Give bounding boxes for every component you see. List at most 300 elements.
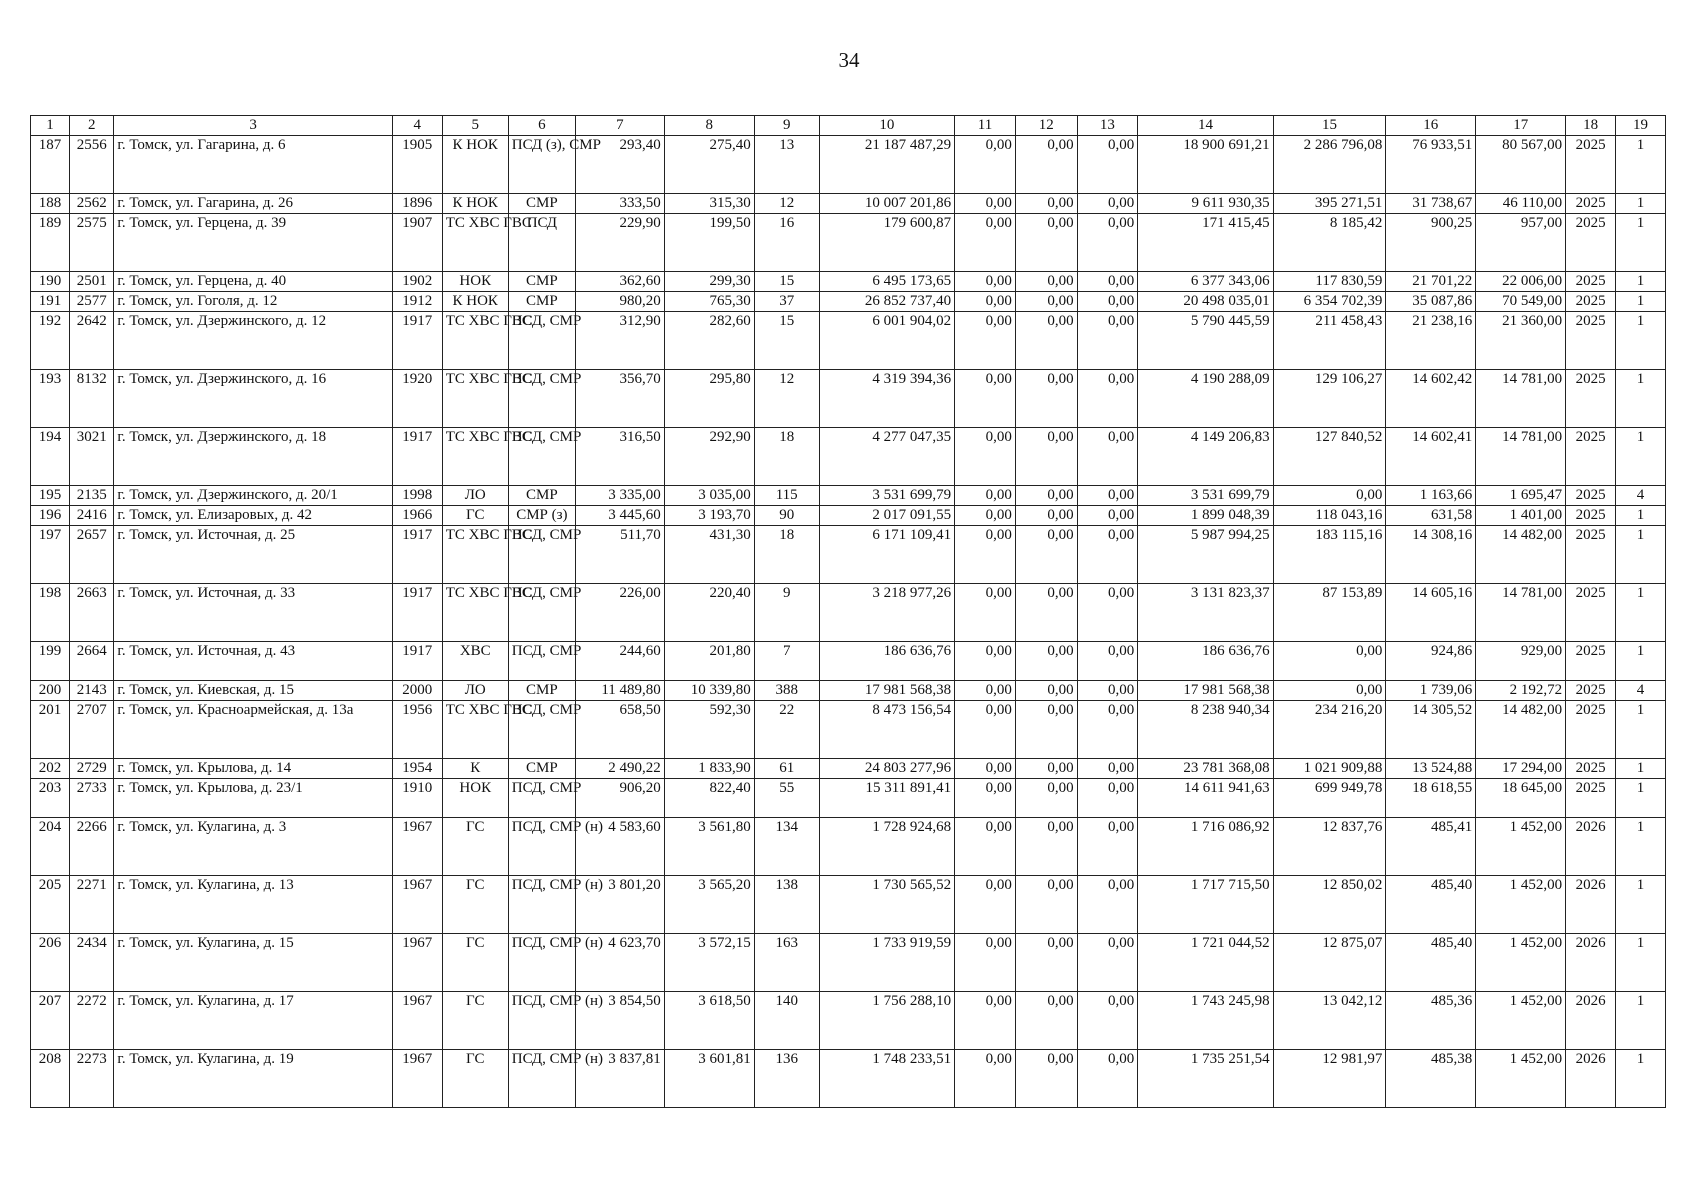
cell-col-12: 0,00 <box>1015 506 1077 526</box>
cell-col-16: 924,86 <box>1386 642 1476 681</box>
cell-col-6: СМР <box>508 681 575 701</box>
cell-col-5: К НОК <box>442 136 508 194</box>
cell-col-7: 906,20 <box>575 779 664 818</box>
cell-col-6: СМР <box>508 292 575 312</box>
cell-col-13: 0,00 <box>1077 486 1138 506</box>
cell-col-2: 2273 <box>70 1050 114 1108</box>
cell-col-7: 229,90 <box>575 214 664 272</box>
cell-col-12: 0,00 <box>1015 934 1077 992</box>
cell-col-6: СМР <box>508 194 575 214</box>
cell-col-1: 206 <box>31 934 70 992</box>
cell-col-14: 23 781 368,08 <box>1138 759 1273 779</box>
cell-col-15: 118 043,16 <box>1273 506 1386 526</box>
cell-col-17: 1 452,00 <box>1476 1050 1566 1108</box>
cell-col-18: 2025 <box>1566 312 1616 370</box>
table-row <box>31 992 1666 1050</box>
cell-col-4: 1920 <box>392 370 442 428</box>
table-row <box>31 876 1666 934</box>
cell-col-2: 2642 <box>70 312 114 370</box>
cell-col-4: 1917 <box>392 584 442 642</box>
page-number: 34 <box>838 48 860 72</box>
cell-col-1: 193 <box>31 370 70 428</box>
cell-col-19: 1 <box>1616 992 1666 1050</box>
cell-col-8: 592,30 <box>664 701 754 759</box>
cell-col-16: 14 308,16 <box>1386 526 1476 584</box>
cell-col-18: 2025 <box>1566 681 1616 701</box>
cell-col-7: 658,50 <box>575 701 664 759</box>
cell-col-10: 1 730 565,52 <box>819 876 954 934</box>
cell-col-18: 2026 <box>1566 1050 1616 1108</box>
cell-col-6: СМР <box>508 272 575 292</box>
cell-col-1: 188 <box>31 194 70 214</box>
cell-col-13: 0,00 <box>1077 759 1138 779</box>
cell-col-17: 17 294,00 <box>1476 759 1566 779</box>
column-header-8: 8 <box>664 116 754 136</box>
cell-col-2: 2272 <box>70 992 114 1050</box>
cell-col-15: 87 153,89 <box>1273 584 1386 642</box>
cell-col-14: 18 900 691,21 <box>1138 136 1273 194</box>
cell-col-9: 7 <box>754 642 819 681</box>
cell-col-10: 6 001 904,02 <box>819 312 954 370</box>
cell-col-9: 15 <box>754 312 819 370</box>
cell-col-4: 1956 <box>392 701 442 759</box>
cell-col-9: 37 <box>754 292 819 312</box>
table-row <box>31 214 1666 272</box>
column-header-15: 15 <box>1273 116 1386 136</box>
table-row <box>31 292 1666 312</box>
cell-col-11: 0,00 <box>955 818 1016 876</box>
cell-col-1: 191 <box>31 292 70 312</box>
cell-col-6: ПСД, СМР <box>508 642 575 681</box>
cell-col-12: 0,00 <box>1015 136 1077 194</box>
cell-col-4: 1905 <box>392 136 442 194</box>
cell-col-17: 929,00 <box>1476 642 1566 681</box>
cell-col-18: 2025 <box>1566 779 1616 818</box>
table-row <box>31 779 1666 818</box>
cell-col-14: 1 899 048,39 <box>1138 506 1273 526</box>
cell-col-5: ТС ХВС ГВС <box>442 428 508 486</box>
cell-col-15: 12 981,97 <box>1273 1050 1386 1108</box>
cell-col-17: 1 452,00 <box>1476 992 1566 1050</box>
cell-col-8: 201,80 <box>664 642 754 681</box>
cell-col-4: 1967 <box>392 818 442 876</box>
table-row <box>31 194 1666 214</box>
cell-col-17: 1 401,00 <box>1476 506 1566 526</box>
cell-col-4: 1954 <box>392 759 442 779</box>
cell-col-11: 0,00 <box>955 876 1016 934</box>
table-row <box>31 370 1666 428</box>
cell-col-5: ТС ХВС ГВС <box>442 370 508 428</box>
cell-col-17: 14 781,00 <box>1476 370 1566 428</box>
cell-col-9: 15 <box>754 272 819 292</box>
cell-col-16: 14 602,41 <box>1386 428 1476 486</box>
cell-col-3: г. Томск, ул. Дзержинского, д. 16 <box>114 370 392 428</box>
cell-col-13: 0,00 <box>1077 370 1138 428</box>
cell-col-3: г. Томск, ул. Источная, д. 33 <box>114 584 392 642</box>
cell-col-13: 0,00 <box>1077 506 1138 526</box>
cell-col-15: 8 185,42 <box>1273 214 1386 272</box>
cell-col-2: 2416 <box>70 506 114 526</box>
cell-col-18: 2025 <box>1566 272 1616 292</box>
cell-col-19: 1 <box>1616 701 1666 759</box>
cell-col-9: 115 <box>754 486 819 506</box>
cell-col-8: 292,90 <box>664 428 754 486</box>
cell-col-2: 2729 <box>70 759 114 779</box>
cell-col-14: 1 735 251,54 <box>1138 1050 1273 1108</box>
cell-col-1: 202 <box>31 759 70 779</box>
cell-col-5: ТС ХВС ГВС <box>442 214 508 272</box>
cell-col-7: 356,70 <box>575 370 664 428</box>
cell-col-4: 1902 <box>392 272 442 292</box>
cell-col-15: 127 840,52 <box>1273 428 1386 486</box>
cell-col-15: 12 837,76 <box>1273 818 1386 876</box>
cell-col-6: ПСД, СМР <box>508 779 575 818</box>
cell-col-19: 1 <box>1616 1050 1666 1108</box>
cell-col-8: 3 561,80 <box>664 818 754 876</box>
cell-col-8: 822,40 <box>664 779 754 818</box>
cell-col-5: ГС <box>442 876 508 934</box>
cell-col-9: 163 <box>754 934 819 992</box>
cell-col-19: 1 <box>1616 292 1666 312</box>
cell-col-6: ПСД <box>508 214 575 272</box>
column-header-14: 14 <box>1138 116 1273 136</box>
cell-col-14: 1 743 245,98 <box>1138 992 1273 1050</box>
cell-col-8: 199,50 <box>664 214 754 272</box>
cell-col-12: 0,00 <box>1015 312 1077 370</box>
table-row <box>31 759 1666 779</box>
cell-col-7: 226,00 <box>575 584 664 642</box>
cell-col-8: 282,60 <box>664 312 754 370</box>
cell-col-15: 183 115,16 <box>1273 526 1386 584</box>
cell-col-19: 1 <box>1616 934 1666 992</box>
cell-col-3: г. Томск, ул. Кулагина, д. 17 <box>114 992 392 1050</box>
cell-col-16: 14 305,52 <box>1386 701 1476 759</box>
cell-col-16: 21 701,22 <box>1386 272 1476 292</box>
cell-col-8: 1 833,90 <box>664 759 754 779</box>
cell-col-5: ТС ХВС ГВС <box>442 584 508 642</box>
cell-col-1: 195 <box>31 486 70 506</box>
cell-col-11: 0,00 <box>955 486 1016 506</box>
table-row <box>31 272 1666 292</box>
cell-col-3: г. Томск, ул. Источная, д. 43 <box>114 642 392 681</box>
cell-col-18: 2025 <box>1566 370 1616 428</box>
cell-col-17: 1 452,00 <box>1476 934 1566 992</box>
cell-col-9: 18 <box>754 428 819 486</box>
cell-col-7: 4 623,70 <box>575 934 664 992</box>
cell-col-7: 333,50 <box>575 194 664 214</box>
cell-col-16: 18 618,55 <box>1386 779 1476 818</box>
cell-col-14: 5 987 994,25 <box>1138 526 1273 584</box>
cell-col-2: 2707 <box>70 701 114 759</box>
cell-col-3: г. Томск, ул. Крылова, д. 14 <box>114 759 392 779</box>
cell-col-7: 3 445,60 <box>575 506 664 526</box>
cell-col-19: 1 <box>1616 312 1666 370</box>
cell-col-19: 1 <box>1616 194 1666 214</box>
cell-col-15: 129 106,27 <box>1273 370 1386 428</box>
cell-col-13: 0,00 <box>1077 701 1138 759</box>
cell-col-4: 1967 <box>392 992 442 1050</box>
column-header-1: 1 <box>31 116 70 136</box>
cell-col-9: 12 <box>754 370 819 428</box>
cell-col-13: 0,00 <box>1077 136 1138 194</box>
cell-col-1: 205 <box>31 876 70 934</box>
cell-col-1: 201 <box>31 701 70 759</box>
cell-col-8: 431,30 <box>664 526 754 584</box>
cell-col-13: 0,00 <box>1077 934 1138 992</box>
cell-col-17: 14 482,00 <box>1476 701 1566 759</box>
cell-col-12: 0,00 <box>1015 1050 1077 1108</box>
cell-col-16: 631,58 <box>1386 506 1476 526</box>
cell-col-4: 1917 <box>392 642 442 681</box>
cell-col-3: г. Томск, ул. Кулагина, д. 3 <box>114 818 392 876</box>
cell-col-12: 0,00 <box>1015 992 1077 1050</box>
cell-col-3: г. Томск, ул. Елизаровых, д. 42 <box>114 506 392 526</box>
cell-col-9: 134 <box>754 818 819 876</box>
cell-col-19: 1 <box>1616 428 1666 486</box>
cell-col-15: 12 875,07 <box>1273 934 1386 992</box>
cell-col-2: 2271 <box>70 876 114 934</box>
cell-col-1: 194 <box>31 428 70 486</box>
cell-col-13: 0,00 <box>1077 1050 1138 1108</box>
cell-col-12: 0,00 <box>1015 214 1077 272</box>
cell-col-13: 0,00 <box>1077 312 1138 370</box>
cell-col-8: 315,30 <box>664 194 754 214</box>
column-header-5: 5 <box>442 116 508 136</box>
cell-col-12: 0,00 <box>1015 428 1077 486</box>
cell-col-19: 1 <box>1616 779 1666 818</box>
cell-col-6: ПСД, СМР (н) <box>508 818 575 876</box>
cell-col-13: 0,00 <box>1077 292 1138 312</box>
cell-col-9: 22 <box>754 701 819 759</box>
cell-col-5: ХВС <box>442 642 508 681</box>
cell-col-2: 2501 <box>70 272 114 292</box>
cell-col-16: 31 738,67 <box>1386 194 1476 214</box>
cell-col-10: 6 171 109,41 <box>819 526 954 584</box>
cell-col-1: 203 <box>31 779 70 818</box>
cell-col-3: г. Томск, ул. Кулагина, д. 19 <box>114 1050 392 1108</box>
table-row <box>31 642 1666 681</box>
table-row <box>31 1050 1666 1108</box>
cell-col-10: 1 728 924,68 <box>819 818 954 876</box>
cell-col-16: 1 739,06 <box>1386 681 1476 701</box>
cell-col-13: 0,00 <box>1077 584 1138 642</box>
cell-col-17: 22 006,00 <box>1476 272 1566 292</box>
cell-col-11: 0,00 <box>955 526 1016 584</box>
cell-col-6: ПСД, СМР <box>508 312 575 370</box>
column-header-13: 13 <box>1077 116 1138 136</box>
cell-col-5: ЛО <box>442 486 508 506</box>
column-header-18: 18 <box>1566 116 1616 136</box>
cell-col-6: ПСД, СМР <box>508 428 575 486</box>
cell-col-14: 20 498 035,01 <box>1138 292 1273 312</box>
table-row <box>31 136 1666 194</box>
cell-col-18: 2025 <box>1566 701 1616 759</box>
cell-col-7: 511,70 <box>575 526 664 584</box>
cell-col-7: 2 490,22 <box>575 759 664 779</box>
cell-col-3: г. Томск, ул. Источная, д. 25 <box>114 526 392 584</box>
cell-col-15: 1 021 909,88 <box>1273 759 1386 779</box>
cell-col-5: ТС ХВС ГВС <box>442 312 508 370</box>
cell-col-15: 211 458,43 <box>1273 312 1386 370</box>
cell-col-19: 1 <box>1616 370 1666 428</box>
cell-col-5: ГС <box>442 992 508 1050</box>
cell-col-12: 0,00 <box>1015 486 1077 506</box>
cell-col-5: ГС <box>442 934 508 992</box>
cell-col-18: 2025 <box>1566 214 1616 272</box>
cell-col-11: 0,00 <box>955 292 1016 312</box>
table-body <box>31 136 1666 1108</box>
cell-col-9: 12 <box>754 194 819 214</box>
cell-col-18: 2025 <box>1566 642 1616 681</box>
cell-col-9: 13 <box>754 136 819 194</box>
cell-col-8: 3 565,20 <box>664 876 754 934</box>
cell-col-16: 485,40 <box>1386 934 1476 992</box>
cell-col-5: ГС <box>442 818 508 876</box>
cell-col-4: 2000 <box>392 681 442 701</box>
cell-col-14: 17 981 568,38 <box>1138 681 1273 701</box>
cell-col-19: 1 <box>1616 818 1666 876</box>
cell-col-2: 2663 <box>70 584 114 642</box>
cell-col-7: 4 583,60 <box>575 818 664 876</box>
cell-col-14: 4 149 206,83 <box>1138 428 1273 486</box>
cell-col-7: 244,60 <box>575 642 664 681</box>
cell-col-3: г. Томск, ул. Кулагина, д. 15 <box>114 934 392 992</box>
cell-col-16: 485,40 <box>1386 876 1476 934</box>
cell-col-16: 35 087,86 <box>1386 292 1476 312</box>
cell-col-11: 0,00 <box>955 992 1016 1050</box>
cell-col-2: 2266 <box>70 818 114 876</box>
cell-col-16: 485,41 <box>1386 818 1476 876</box>
cell-col-11: 0,00 <box>955 584 1016 642</box>
cell-col-18: 2025 <box>1566 759 1616 779</box>
cell-col-17: 46 110,00 <box>1476 194 1566 214</box>
table-row <box>31 506 1666 526</box>
cell-col-10: 8 473 156,54 <box>819 701 954 759</box>
cell-col-3: г. Томск, ул. Киевская, д. 15 <box>114 681 392 701</box>
cell-col-5: К НОК <box>442 292 508 312</box>
cell-col-15: 0,00 <box>1273 642 1386 681</box>
cell-col-11: 0,00 <box>955 1050 1016 1108</box>
cell-col-15: 0,00 <box>1273 486 1386 506</box>
cell-col-11: 0,00 <box>955 272 1016 292</box>
cell-col-11: 0,00 <box>955 194 1016 214</box>
cell-col-13: 0,00 <box>1077 876 1138 934</box>
cell-col-10: 3 531 699,79 <box>819 486 954 506</box>
cell-col-2: 2733 <box>70 779 114 818</box>
cell-col-5: К НОК <box>442 194 508 214</box>
cell-col-16: 14 605,16 <box>1386 584 1476 642</box>
cell-col-6: СМР <box>508 759 575 779</box>
cell-col-1: 189 <box>31 214 70 272</box>
cell-col-17: 14 781,00 <box>1476 428 1566 486</box>
cell-col-1: 199 <box>31 642 70 681</box>
cell-col-17: 80 567,00 <box>1476 136 1566 194</box>
cell-col-11: 0,00 <box>955 428 1016 486</box>
cell-col-6: ПСД, СМР (н) <box>508 992 575 1050</box>
cell-col-4: 1917 <box>392 526 442 584</box>
cell-col-4: 1917 <box>392 312 442 370</box>
cell-col-18: 2025 <box>1566 428 1616 486</box>
cell-col-15: 2 286 796,08 <box>1273 136 1386 194</box>
cell-col-2: 2577 <box>70 292 114 312</box>
cell-col-9: 9 <box>754 584 819 642</box>
cell-col-5: НОК <box>442 779 508 818</box>
cell-col-19: 4 <box>1616 681 1666 701</box>
cell-col-9: 140 <box>754 992 819 1050</box>
cell-col-16: 485,36 <box>1386 992 1476 1050</box>
cell-col-5: ГС <box>442 1050 508 1108</box>
cell-col-19: 1 <box>1616 506 1666 526</box>
cell-col-19: 1 <box>1616 526 1666 584</box>
cell-col-16: 1 163,66 <box>1386 486 1476 506</box>
cell-col-19: 1 <box>1616 272 1666 292</box>
cell-col-5: К <box>442 759 508 779</box>
cell-col-18: 2025 <box>1566 486 1616 506</box>
cell-col-14: 3 531 699,79 <box>1138 486 1273 506</box>
cell-col-7: 3 837,81 <box>575 1050 664 1108</box>
cell-col-15: 12 850,02 <box>1273 876 1386 934</box>
cell-col-9: 388 <box>754 681 819 701</box>
cell-col-11: 0,00 <box>955 214 1016 272</box>
cell-col-17: 70 549,00 <box>1476 292 1566 312</box>
cell-col-14: 5 790 445,59 <box>1138 312 1273 370</box>
cell-col-11: 0,00 <box>955 779 1016 818</box>
cell-col-3: г. Томск, ул. Гагарина, д. 6 <box>114 136 392 194</box>
cell-col-8: 3 193,70 <box>664 506 754 526</box>
cell-col-14: 1 716 086,92 <box>1138 818 1273 876</box>
cell-col-15: 699 949,78 <box>1273 779 1386 818</box>
cell-col-18: 2026 <box>1566 992 1616 1050</box>
cell-col-3: г. Томск, ул. Гагарина, д. 26 <box>114 194 392 214</box>
cell-col-2: 2575 <box>70 214 114 272</box>
cell-col-19: 1 <box>1616 584 1666 642</box>
cell-col-4: 1912 <box>392 292 442 312</box>
cell-col-10: 3 218 977,26 <box>819 584 954 642</box>
table-row <box>31 584 1666 642</box>
cell-col-12: 0,00 <box>1015 194 1077 214</box>
cell-col-2: 2434 <box>70 934 114 992</box>
cell-col-19: 1 <box>1616 759 1666 779</box>
cell-col-13: 0,00 <box>1077 642 1138 681</box>
column-header-4: 4 <box>392 116 442 136</box>
cell-col-1: 198 <box>31 584 70 642</box>
cell-col-6: ПСД, СМР <box>508 526 575 584</box>
cell-col-3: г. Томск, ул. Красноармейская, д. 13а <box>114 701 392 759</box>
column-header-10: 10 <box>819 116 954 136</box>
cell-col-5: НОК <box>442 272 508 292</box>
cell-col-2: 2664 <box>70 642 114 681</box>
cell-col-1: 192 <box>31 312 70 370</box>
cell-col-12: 0,00 <box>1015 292 1077 312</box>
cell-col-13: 0,00 <box>1077 992 1138 1050</box>
cell-col-10: 21 187 487,29 <box>819 136 954 194</box>
cell-col-1: 196 <box>31 506 70 526</box>
cell-col-10: 15 311 891,41 <box>819 779 954 818</box>
cell-col-9: 16 <box>754 214 819 272</box>
cell-col-17: 957,00 <box>1476 214 1566 272</box>
cell-col-10: 2 017 091,55 <box>819 506 954 526</box>
cell-col-9: 55 <box>754 779 819 818</box>
cell-col-14: 4 190 288,09 <box>1138 370 1273 428</box>
cell-col-7: 362,60 <box>575 272 664 292</box>
cell-col-15: 13 042,12 <box>1273 992 1386 1050</box>
cell-col-10: 6 495 173,65 <box>819 272 954 292</box>
cell-col-1: 190 <box>31 272 70 292</box>
cell-col-4: 1896 <box>392 194 442 214</box>
cell-col-18: 2025 <box>1566 526 1616 584</box>
cell-col-16: 21 238,16 <box>1386 312 1476 370</box>
cell-col-4: 1910 <box>392 779 442 818</box>
